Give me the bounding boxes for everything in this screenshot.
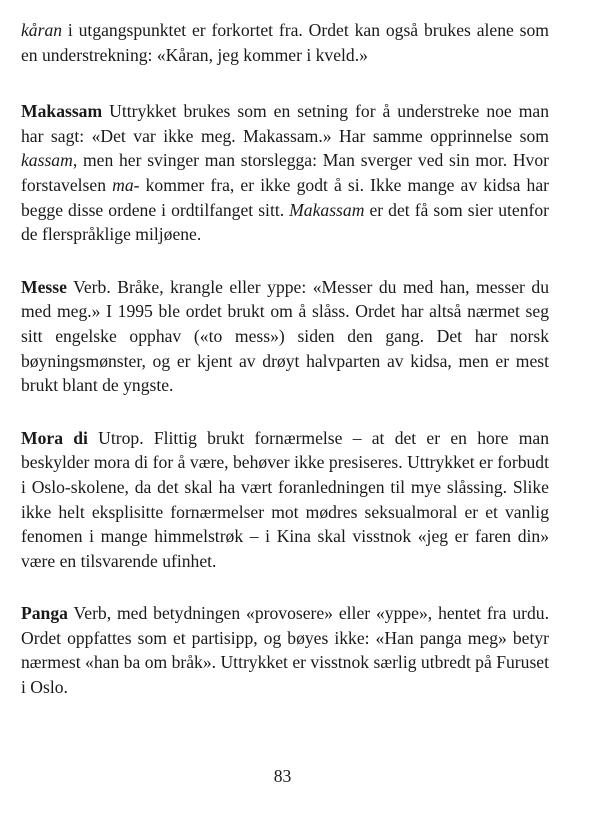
entry-italic-term: Makassam xyxy=(289,199,365,220)
entry-text: Uttrykket brukes som en setning for å understreke noe man har sagt: «Det var ikke meg. Makassam.» Har samme opprinnelse som xyxy=(21,101,549,146)
intro-term: kåran xyxy=(21,20,63,40)
entry-text: kommer fra, er ikke godt å si. Ikke mange av kidsa har begge disse ordene i ordtilfanget sitt. xyxy=(21,174,549,220)
dictionary-entries xyxy=(21,99,549,699)
intro-paragraph xyxy=(21,18,549,67)
entry-headword: Mora di xyxy=(21,427,88,448)
entry-text: Utrop. Flittig brukt fornærmelse – at det er en hore man beskylder mora di for å være, behøver ikke presiseres. Uttrykket er forbudt i Oslo-skolene, da det skal ha vært foranledningen til mye slåssing. Slike ikke helt eksplisitte fornærmelser mot mødres seksualmoral er et vanlig fenomen i mange himmelstrøk – i Kina skal visstnok «jeg er faren din» være en tilsvarende ufinhet. xyxy=(21,427,549,571)
entry-text: , men her svinger man storslegga: Man sverger ved sin mor. Hvor forstavelsen xyxy=(21,150,549,195)
page-number: 83 xyxy=(273,766,292,786)
entry-text: Verb, med betydningen «provosere» eller «yppe», hentet fra urdu. Ordet oppfattes som et partisipp, og bøyes ikke: «Han panga meg» betyr nærmest «han ba om bråk». Uttrykket er visstnok særlig utbredt på Furuset i Oslo. xyxy=(21,603,549,698)
entry-headword: Messe xyxy=(21,276,67,297)
entry-italic-term: ma- xyxy=(112,174,140,195)
entry-text: Verb. Bråke, krangle eller yppe: «Messer du med han, messer du med meg.» I 1995 ble ordet brukt om å slåss. Ordet har altså nærmet seg sitt engelske opphav («to mess») siden den gang. Det har norsk bøyningsmønster, og er kjent av drøyt halvparten av kidsa, men er mest brukt blant de yngste. xyxy=(21,276,549,396)
entry-italic-term: kassam xyxy=(21,150,73,171)
entry-text: er det få som sier utenfor de flerspråklige miljøene. xyxy=(21,199,549,245)
intro-text: i utgangspunktet er forkortet fra. Ordet kan også brukes alene som en understrekning: «Kåran, jeg kommer i kveld.» xyxy=(21,20,549,65)
dictionary-entry xyxy=(21,99,549,247)
dictionary-entry xyxy=(21,601,549,699)
page-body xyxy=(21,18,549,700)
entry-headword: Makassam xyxy=(21,101,103,122)
dictionary-entry xyxy=(21,275,549,398)
entry-headword: Panga xyxy=(21,603,68,624)
dictionary-entry xyxy=(21,426,549,574)
